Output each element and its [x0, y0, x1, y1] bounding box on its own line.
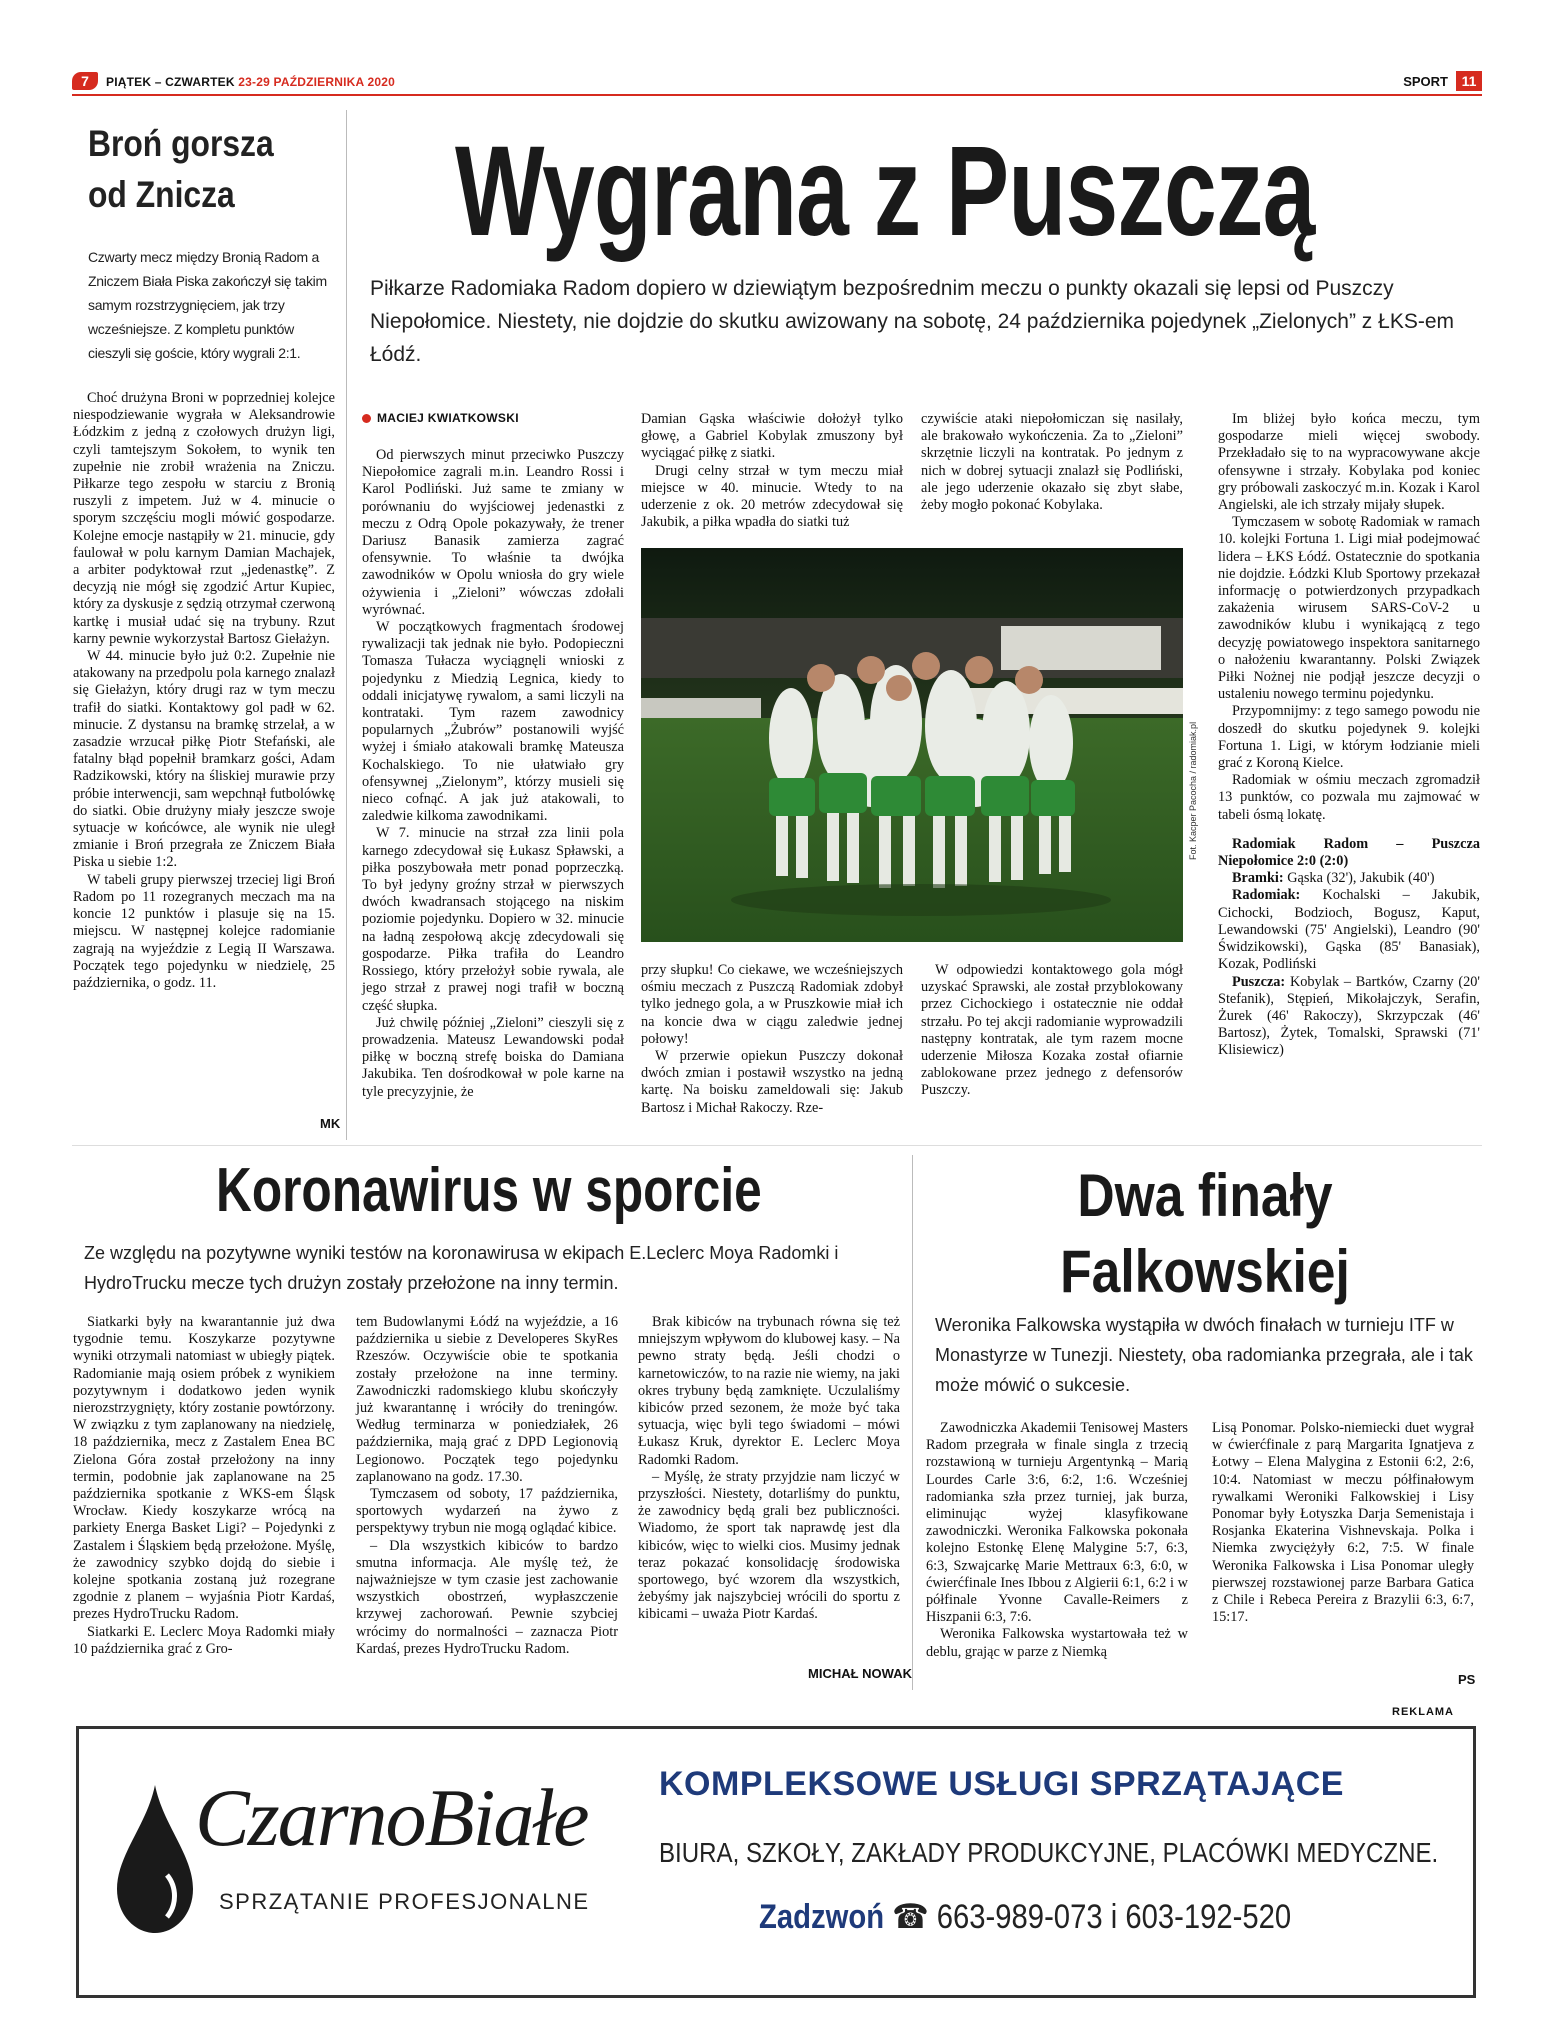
- ad-services: BIURA, SZKOŁY, ZAKŁADY PRODUKCYJNE, PLACÓWKI MEDYCZNE.: [659, 1837, 1439, 1868]
- covid-article-lead: Ze względu na pozytywne wyniki testów na koronawirusa w ekipach E.Leclerc Moya Radomki i HydroTrucku mecze tych drużyn zostały przełożone na inny termin.: [84, 1243, 839, 1293]
- ad-headline: KOMPLEKSOWE USŁUGI SPRZĄTAJĄCE: [659, 1765, 1344, 1803]
- match-goals: Gąska (32'), Jakubik (40'): [1287, 870, 1435, 887]
- section-name: SPORT: [1403, 74, 1448, 89]
- side-article-title: Broń gorsza od Znicza: [88, 123, 274, 215]
- newspaper-logo: 7: [72, 72, 98, 90]
- covid-article-title: Koronawirus w sporcie: [216, 1156, 762, 1225]
- side-article-body: Choć drużyna Broni w poprzedniej kolejce niespodziewanie wygrała w Aleksandrowie Łódzkim z jedną z czołowych drużyn ligi, czyli tamtejszym Sokołem, to wynik ten zupełnie nie zrobił wrażenia na Zniczu. Piłkarze tego zespołu w starciu z Bronią ruszyli z impetem. Już w 4. minucie o sporym szczęściu mogli mówić gospodarze. Kolejne emocje nastąpiły w 21. minucie, gdy faulował w polu karnym Damian Machajek, a arbiter podyktował rzut „jedenastkę”. Z decyzją nie mógł się zgodzić Artur Kupiec, który za dyskusje z sędzią otrzymał czerwoną kartkę i musiał udać się na trybuny. Rzut karny pewnie wykorzystał Bartosz Giełażyn. W 44. minucie było już 0:2. Zupełnie nie atakowany na przedpolu pola karnego znalazł się Giełażyn, który drugi raz w tym meczu trafił do siatki. Kontaktowy gol padł w 62. minucie. Z dystansu na bramkę strzelał, a w zasadzie wrzucał piłkę Piotr Stefański, ale fatalny błąd popełnił bramkarz gości, Adam Radzikowski, który na śliskiej murawie przy próbie interwencji, sam wepchnął futbolówkę do siatki. Obie drużyny miały jeszcze swoje sytuacje w końcówce, ale wynik nie uległ zmianie i Broń przegrała ze Zniczem Biała Piska u siebie 1:2. W tabeli grupy pierwszej trzeciej ligi Broń Radom po 11 rozegranych meczach ma na koncie 12 punktów i plasuje się na 15. miejscu. W następnej kolejce radomianie zagrają na wyjeździe z Legią II Warszawa. Początek tego pojedynku w niedzielę, 25 października, o godz. 11.: [73, 390, 336, 991]
- covid-article-column-2: tem Budowlanymi Łódź na wyjeździe, a 16 października u siebie z Developeres SkyRes Rzeszów. Oczywiście obie te spotkania zostały przełożone na inne terminy. Zawodniczki radomskiego klubu skończyły już kwarantannę i wróciły do treningów. Według terminarza w poniedziałek, 26 października, mają grać z DPD Legionovią Legionowo. Początek tego pojedynku zaplanowano na godz. 17.30. Tymczasem od soboty, 17 października, sportowych wydarzeń na żywo z perspektywy trybun nie mogą oglądać kibice. – Dla wszystkich kibiców to bardzo smutna informacja. Ale myślę też, że najważniejsze w tym czasie jest zachowanie wszystkich obostrzeń, wypłaszczenie krzywej zachorowań. Pewnie szybciej wrócimy do normalności – zaznacza Piotr Kardaś, prezes HydroTrucku Radom.: [356, 1314, 618, 1657]
- team-huddle-illustration: [641, 548, 1183, 942]
- ad-phones: 663-989-073 i 603-192-520: [936, 1898, 1292, 1936]
- ad-brand-tagline: SPRZĄTANIE PROFESJONALNE: [219, 1889, 590, 1914]
- ad-contact: [759, 1897, 1291, 1937]
- byline-dot: [362, 414, 371, 423]
- match-result: Radomiak Radom – Puszcza Niepołomice 2:0 (2:0): [1218, 835, 1480, 870]
- main-article-column-3-top: czywiście ataki niepołomiczan się nasilały, ale brakowało wykończenia. Za to „Zieloni” skrzętnie liczyli na kontratak. Po jednym z nich w dobrej sytuacji znalazł się Podliński, ale jego uderzenie okazało się zbyt słabe, żeby mogło pokonać Kobylaka.: [921, 411, 1183, 514]
- ad-label: REKLAMA: [1392, 1706, 1454, 1718]
- ad-call-label: Zadzwoń: [759, 1898, 885, 1936]
- page-header: [72, 74, 1482, 96]
- main-article-title: Wygrana z Puszczą: [455, 120, 1315, 263]
- side-article-signature: MK: [320, 1116, 341, 1131]
- ad-brand-logo: CzarnoBiałe: [195, 1772, 588, 1863]
- page-number: 11: [1456, 71, 1482, 91]
- photo-credit: Fot. Kacper Pacocha / radomiak.pl: [1188, 721, 1198, 860]
- team-huddle-photo: [641, 548, 1183, 942]
- covid-article-signature: MICHAŁ NOWAK: [808, 1666, 912, 1681]
- column-divider-2: [912, 1155, 913, 1690]
- main-article-column-1: Od pierwszych minut przeciwko Puszczy Niepołomice zagrali m.in. Leandro Rossi i Karol Podliński. Już same te zmiany w porównaniu do wyjściowej jedenastki z meczu z Odrą Opole pokazywały, że trener Dariusz Banasik zamierza zagrać ofensywnie. To właśnie ta dwójka zawodników w Opolu wniosła do gry wiele ożywienia i „Zieloni” wówczas zdołali wyrównać. W początkowych fragmentach środowej rywalizacji tak jednak nie było. Podopieczni Tomasza Tułacza wyciągnęli wnioski z pojedynku z Miedzią Legnica, kiedy to oddali inicjatywę rywalom, a sami liczyli na kontrataki. Tym razem zawodnicy popularnych „Żubrów” postanowili wyjść wyżej i śmiało atakowali bramkę Mateusza Kochalskiego. To nie ułatwiało gry ofensywnej „Zielonym”, którzy musieli się nieco cofnąć. A jak już atakowali, to zaledwie kilkoma zawodnikami. W 7. minucie na strzał zza linii pola karnego zdecydował się Łukasz Spławski, a piłka poszybowała metr ponad poprzeczką. To był jedyny groźny strzał w pierwszych dwóch kwadransach stojącego na niskim poziomie pojedynku. Dopiero w 32. minucie na ładną zespołową akcję zdecydowali się gospodarze. Piłka trafiła do Leandro Rossiego, który przełożył sobie rywala, ale jego strzał z prawej nogi trafił w boczną część słupka. Już chwilę później „Zieloni” cieszyli się z prowadzenia. Mateusz Lewandowski podał piłkę w boczną strefę boiska do Damiana Jakubika. Ten dośrodkował w pole karne na tyle precyzyjnie, że: [362, 447, 624, 1100]
- water-drop-icon: [115, 1785, 195, 1935]
- phone-icon: ☎: [892, 1898, 929, 1936]
- issue-date: PIĄTEK – CZWARTEK 23-29 PAŹDZIERNIKA 2020: [106, 75, 395, 89]
- side-article-lead: Czwarty mecz między Bronią Radom a Zniczem Biała Piska zakończył się takim samym rozstrzygnięciem, jak trzy wcześniejsze. Z kompletu punktów cieszyli się goście, który wygrali 2:1.: [88, 249, 327, 361]
- covid-article-column-3: Brak kibiców na trybunach równa się też mniejszym wpływom do klubowej kasy. – Na pewno straty będą. Jeśli chodzi o karnetowiczów, to na razie nie wiemy, na jaki okres trybuny będą zamknięte. Uczulaliśmy kibiców przed sezonem, że może być taka sytuacja, więc byli tego świadomi – mówi Łukasz Kruk, dyrektor E. Leclerc Moya Radomki Radom. – Myślę, że straty przyjdzie nam liczyć w przyszłości. Niestety, dotarliśmy do punktu, że zawodnicy będą grali bez publiczności. Wiadomo, że sport tak naprawdę jest dla kibiców, więc to wielki cios. Musimy jednak teraz pokazać konsolidację środowiska sportowego, być wzorem dla wszystkich, żebyśmy jak najszybciej wrócili do sportu z kibicami – uważa Piotr Kardaś.: [638, 1314, 900, 1623]
- advertisement: [76, 1726, 1476, 1998]
- covid-article-column-1: Siatkarki były na kwarantannie już dwa tygodnie temu. Koszykarze pozytywne wyniki otrzymali natomiast w ubiegły piątek. Radomianie mają osiem próbek z wynikiem pozytywnym i dodatkowo jeden wynik nierozstrzygnięty, który zostanie powtórzony. W związku z tym zaplanowany na niedzielę, 18 października, mecz z Zastalem Enea BC Zielona Góra został przełożony na inny termin, podobnie jak zaplanowane na 25 października spotkanie z WKS-em Śląsk Wrocław. Kiedy koszykarze wrócą na parkiety Energa Basket Ligi? – Pojedynki z Zastalem i Śląskiem będą przełożone. Myślę, że zawodnicy szybko dojdą do siebie i kolejne spotkania zostaną już rozegrane zgodnie z planem – wyjaśnia Piotr Kardaś, prezes HydroTrucku Radom. Siatkarki E. Leclerc Moya Radomki miały 10 października grać z Gro-: [73, 1314, 335, 1657]
- main-article-column-2-bottom: przy słupku! Co ciekawe, we wcześniejszych ośmiu meczach z Puszczą Radomiak zdobył tylko jednego gola, a w Pruszkowie miał ich na koncie dwa w ciągu zaledwie jednej połowy! W przerwie opiekun Puszczy dokonał dwóch zmian i postawił wszystko na jedną kartę. Na boisku zameldowali się: Jakub Bartosz i Michał Rakoczy. Rze-: [641, 962, 903, 1116]
- home-lineup: Kochalski – Jakubik, Cichocki, Bodzioch, Bogusz, Kaput, Lewandowski (75' Angielski), Leandro (90' Świdzikowski), Gąska (85' Banasiak), Kozak, Podliński: [1218, 887, 1480, 973]
- main-article-column-4: Im bliżej było końca meczu, tym gospodarze mieli więcej swobody. Przekładało się to na wypracowywane akcje ofensywne i strzały. Kobylaka pod koniec gry próbowali zaskoczyć m.in. Kozak i Karol Angielski, ale ich strzały mijały słupek. Tymczasem w sobotę Radomiak w ramach 10. kolejki Fortuna 1. Ligi miał podejmować lidera – ŁKS Łódź. Ostatecznie do spotkania nie dojdzie. Łódzki Klub Sportowy przekazał informację o potwierdzonych przypadkach zakażenia wirusem SARS-CoV-2 u zawodników klubu i wynikającą z tego decyzję powiatowego inspektora sanitarnego o nałożeniu kwarantanny. Polski Związek Piłki Nożnej nie podjął jeszcze decyzji o ustaleniu nowego terminu pojedynku. Przypomnijmy: z tego samego powodu nie doszedł do skutku pojedynek 9. kolejki Fortuna 1. Ligi, w którym łodzianie mieli grać z Koroną Kielce. Radomiak w ośmiu meczach zgromadził 13 punktów, co pozwala mu zajmować w tabeli ósmą lokatę. Radomiak Radom – Puszcza Niepołomice 2:0 (2:0) Bramki: Gąska (32'), Jakubik (40') Radomiak: Kochalski – Jakubik, Cichocki, Bodzioch, Bogusz, Kaput, Lewandowski (75' Angielski), Leandro (90' Świdzikowski), Gąska (85' Banasiak), Kozak, Podliński Puszcza: Kobylak – Bartków, Czarny (20' Stefanik), Stępień, Mikołajczyk, Serafin, Żurek (46' Rakoczy), Skrzypczak (46' Bartosz), Żytek, Tomalski, Sprawski (71' Klisiewicz): [1218, 411, 1481, 1059]
- main-article-lead: Piłkarze Radomiaka Radom dopiero w dziewiątym bezpośrednim meczu o punkty okazali się lepsi od Puszczy Niepołomice. Niestety, nie dojdzie do skutku awizowany na sobotę, 24 października pojedynek „Zielonych” z ŁKS-em Łódź.: [370, 277, 1455, 366]
- tennis-article-column-1: Zawodniczka Akademii Tenisowej Masters Radom przegrała w finale singla z trzecią rozstawioną w turnieju Argentynką – Marią Lourdes Carle 3:6, 6:2, 1:6. Wcześniej radomianka szła przez turniej, jak burza, eliminując wyżej klasyfikowane zawodniczki. Weronika Falkowska pokonała kolejno Estonkę Elenę Malygine 5:7, 6:3, 6:3, Szwajcarkę Marie Mettraux 6:3, 6:0, w ćwierćfinale Ines Ibbou z Algierii 6:1, 6:2 i w półfinale Yvonne Cavalle-Reimers z Hiszpanii 6:3, 7:6. Weronika Falkowska wystartowała też w deblu, grając w parze z Niemką: [926, 1420, 1188, 1660]
- section-divider: [72, 1145, 1482, 1146]
- tennis-article-column-2: Lisą Ponomar. Polsko-niemiecki duet wygrał w ćwierćfinale z parą Margarita Ignatjeva z Łotwy – Elena Malygina z Estonii 6:2, 2:6, 10:4. Natomiast w meczu półfinałowym rywalkami Weroniki Falkowskiej i Lisy Ponomar były Łotyszka Darja Semenistaja i Rosjanka Ekaterina Vishnevskaja. Polka i Niemka zwyciężyły 6:2, 7:5. W finale Weronika Falkowska i Lisa Ponomar uległy pierwszej rozstawionej parze Barbara Gatica z Chile i Rebeca Pereira z Brazylii 6:3, 6:7, 15:17.: [1212, 1420, 1474, 1626]
- tennis-article-lead: Weronika Falkowska wystąpiła w dwóch finałach w turnieju ITF w Monastyrze w Tunezji. Niestety, oba radomianka przegrała, ale i tak może mówić o sukcesie.: [935, 1315, 1473, 1395]
- away-lineup: Kobylak – Bartków, Czarny (20' Stefanik), Stępień, Mikołajczyk, Serafin, Żurek (46' Rakoczy), Skrzypczak (46' Bartosz), Żytek, Tomalski, Sprawski (71' Klisiewicz): [1218, 973, 1481, 1059]
- column-divider: [346, 110, 347, 1140]
- tennis-article-title: Dwa finały Falkowskiej: [1060, 1162, 1350, 1305]
- main-article-column-2-top: Damian Gąska właściwie dołożył tylko głowę, a Gabriel Kobylak zmuszony był wyciągać piłkę z siatki. Drugi celny strzał w tym meczu miał miejsce w 40. minucie. Wtedy to na uderzenie z ok. 20 metrów zdecydował się Jakubik, a piłka wpadła do siatki tuż: [641, 411, 903, 531]
- main-article-column-3-bottom: W odpowiedzi kontaktowego gola mógł uzyskać Sprawski, ale został przyblokowany przez Cichockiego i ostatecznie nie oddał strzału. Po tej akcji radomianie wyprowadzili następny kontratak, ale tym razem mocne uderzenie Miłosza Kozaka został ofiarnie zablokowane przez jednego z defensorów Puszczy.: [921, 962, 1183, 1099]
- tennis-article-signature: PS: [1458, 1672, 1476, 1687]
- byline: MACIEJ KWIATKOWSKI: [362, 411, 519, 425]
